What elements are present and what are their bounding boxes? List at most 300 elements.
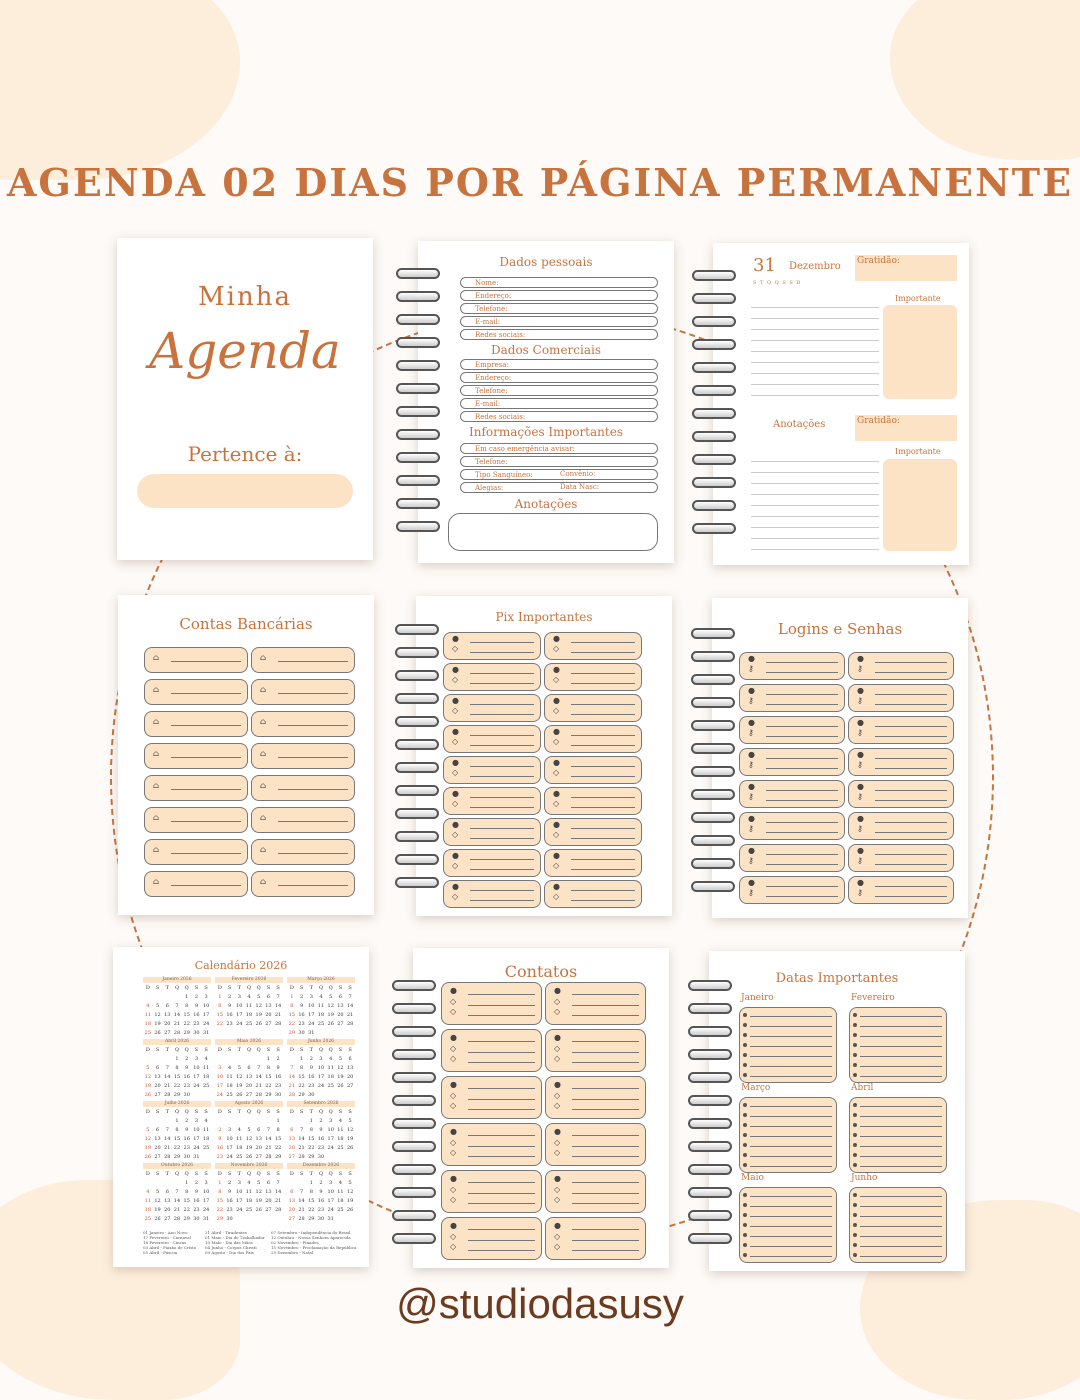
- bank-account-card[interactable]: [251, 711, 355, 737]
- calendar-day: 28: [274, 1207, 282, 1213]
- card-line: [571, 745, 635, 746]
- card-line: [278, 853, 348, 854]
- card-line: [571, 807, 635, 808]
- field-birth-label: Data Nasc:: [560, 483, 600, 491]
- bank-account-card[interactable]: [144, 647, 248, 673]
- pix-card[interactable]: [443, 694, 541, 722]
- login-card[interactable]: [848, 780, 954, 808]
- date-card[interactable]: [739, 1097, 837, 1173]
- calendar-day: 5: [348, 1118, 352, 1124]
- pix-card[interactable]: [443, 663, 541, 691]
- calendar-weekday: Q: [246, 1109, 252, 1115]
- calendar-day: 30: [308, 1092, 315, 1098]
- daily-page: [713, 243, 969, 565]
- spiral-ring: [691, 743, 735, 754]
- pix-card[interactable]: [544, 849, 642, 877]
- card-line: [171, 725, 241, 726]
- important-label: Importante: [895, 294, 941, 303]
- dates-title: Datas Importantes: [775, 971, 899, 986]
- contact-card[interactable]: [545, 1123, 646, 1166]
- field-emergency-phone[interactable]: Telefone:: [460, 456, 658, 467]
- card-line: [875, 864, 947, 865]
- login-card[interactable]: [848, 652, 954, 680]
- gratitude-label-2: Gratidão:: [857, 416, 900, 426]
- calendar-day: 9: [185, 1127, 189, 1133]
- bullet: [853, 1073, 857, 1077]
- login-card[interactable]: [739, 812, 845, 840]
- user-icon: ●: [554, 1033, 561, 1042]
- spiral-ring: [395, 762, 439, 773]
- date-card[interactable]: [739, 1187, 837, 1263]
- contact-card[interactable]: [545, 1076, 646, 1119]
- field-phone[interactable]: Telefone:: [460, 303, 658, 314]
- bank-account-card[interactable]: [251, 743, 355, 769]
- bank-account-card[interactable]: [251, 871, 355, 897]
- contact-card[interactable]: [441, 1217, 542, 1260]
- pix-card[interactable]: [443, 880, 541, 908]
- spiral-ring: [691, 628, 735, 639]
- calendar-day: 12: [236, 1074, 243, 1080]
- calendar-day: 10: [193, 1065, 200, 1071]
- date-card[interactable]: [849, 1097, 947, 1173]
- calendar-day: 2: [194, 994, 199, 1000]
- bank-account-card[interactable]: [251, 679, 355, 705]
- bank-account-card[interactable]: [144, 679, 248, 705]
- calendar-day: 27: [255, 1154, 262, 1160]
- calendar-day: 11: [236, 1136, 243, 1142]
- calendar-month-name: Novembro 2026: [215, 1163, 283, 1169]
- date-line: [750, 1046, 832, 1047]
- calendar-days: [215, 1047, 283, 1107]
- calendar-day: 22: [274, 1145, 282, 1151]
- calendar-weekday: S: [204, 985, 208, 991]
- calendar-day: 4: [204, 1056, 208, 1062]
- calendar-day: 21: [298, 1207, 305, 1213]
- bank-account-card[interactable]: [144, 775, 248, 801]
- calendar-day: 27: [245, 1092, 253, 1098]
- calendar-day: 21: [274, 1198, 282, 1204]
- field-insurance-label: Convênio:: [560, 470, 596, 478]
- bank-icon: ⌂: [153, 685, 160, 694]
- calendar-day: 20: [288, 1207, 296, 1213]
- calendar-day: 2: [194, 1180, 199, 1186]
- date-month-label: Janeiro: [741, 993, 774, 1003]
- calendar-day: 24: [317, 1083, 325, 1089]
- bank-icon: ⌂: [153, 781, 160, 790]
- calendar-day: 27: [265, 1207, 272, 1213]
- bank-account-card[interactable]: [144, 807, 248, 833]
- calendar-day: 19: [236, 1083, 243, 1089]
- calendar-day: 4: [146, 1189, 150, 1195]
- note-line: [751, 461, 879, 462]
- contact-card[interactable]: [545, 982, 646, 1025]
- calendar-day: 11: [144, 1198, 152, 1204]
- calendar-blank: [162, 1118, 172, 1124]
- field-company-address[interactable]: Endereço:: [460, 372, 658, 383]
- card-line: [766, 672, 838, 673]
- date-card[interactable]: [849, 1007, 947, 1083]
- bank-account-card[interactable]: [144, 839, 248, 865]
- bank-icon: ⌂: [260, 781, 267, 790]
- card-line: [278, 821, 348, 822]
- calendar-weekday: T: [165, 1047, 169, 1053]
- calendar-title: Calendário 2026: [194, 959, 288, 972]
- card-line: [468, 1088, 535, 1089]
- important-box-2[interactable]: [883, 459, 957, 551]
- login-card[interactable]: [739, 780, 845, 808]
- calendar-day: 28: [265, 1154, 272, 1160]
- calendar-day: 29: [183, 1216, 190, 1222]
- spiral-ring: [392, 1164, 436, 1175]
- user-icon: ●: [452, 696, 459, 705]
- date-line: [750, 1166, 832, 1167]
- date-month-label: Abril: [851, 1083, 874, 1093]
- calendar-day: 3: [329, 1118, 333, 1124]
- calendar-day: 14: [173, 1198, 181, 1204]
- spiral-ring: [396, 383, 440, 394]
- bank-title: Contas Bancárias: [179, 615, 313, 633]
- field-name[interactable]: Nome:: [460, 277, 658, 288]
- login-card[interactable]: [739, 748, 845, 776]
- calendar-day: 27: [154, 1154, 161, 1160]
- calendar-day: 21: [346, 1012, 354, 1018]
- calendar-day: 13: [164, 1198, 171, 1204]
- contact-card[interactable]: [441, 1029, 542, 1072]
- user-icon: ●: [748, 814, 755, 823]
- phone-icon: ◇: [554, 1091, 561, 1100]
- date-line: [860, 1256, 942, 1257]
- card-line: [572, 1240, 639, 1241]
- calendar-month-name: Maio 2026: [215, 1039, 283, 1045]
- date-card[interactable]: [739, 1007, 837, 1083]
- date-line: [750, 1056, 832, 1057]
- notes-box[interactable]: [448, 513, 658, 551]
- phone-icon: ◇: [450, 1054, 457, 1063]
- card-line: [470, 838, 534, 839]
- login-card[interactable]: [739, 652, 845, 680]
- calendar-day: 9: [185, 1065, 189, 1071]
- user-icon: ●: [452, 634, 459, 643]
- pix-icon: ◇: [553, 644, 560, 653]
- card-line: [470, 776, 534, 777]
- calendar-day: 2: [185, 1118, 189, 1124]
- pix-card[interactable]: [544, 756, 642, 784]
- calendar-day: 7: [175, 1003, 179, 1009]
- contact-card[interactable]: [441, 982, 542, 1025]
- calendar-month-name: Fevereiro 2026: [215, 977, 283, 983]
- pix-card[interactable]: [544, 725, 642, 753]
- calendar-day: 14: [346, 1003, 354, 1009]
- calendar-weekday: S: [348, 985, 352, 991]
- calendar-weekday: S: [338, 985, 343, 991]
- phone-icon: ◇: [554, 1054, 561, 1063]
- pix-card[interactable]: [443, 756, 541, 784]
- calendar-day: 30: [183, 1092, 190, 1098]
- contact-card[interactable]: [545, 1029, 646, 1072]
- date-month-label: Março: [741, 1083, 771, 1093]
- calendar-day: 11: [337, 1127, 344, 1133]
- bank-icon: ⌂: [260, 877, 267, 886]
- calendar-days: [287, 1109, 355, 1160]
- calendar-month-name: Janeiro 2026: [143, 977, 211, 983]
- field-company-social[interactable]: Redes sociais:: [460, 411, 658, 422]
- card-line: [572, 1099, 639, 1100]
- card-line: [470, 890, 534, 891]
- important-box[interactable]: [883, 305, 957, 399]
- card-line: [470, 869, 534, 870]
- bank-account-card[interactable]: [251, 647, 355, 673]
- calendar-day: 27: [154, 1092, 161, 1098]
- calendar-day: 14: [164, 1136, 171, 1142]
- spiral-binding: [392, 980, 438, 1252]
- bullet: [853, 1203, 857, 1207]
- bullet: [853, 1103, 857, 1107]
- card-line: [468, 1203, 535, 1204]
- bank-account-card[interactable]: [251, 807, 355, 833]
- card-line: [171, 693, 241, 694]
- login-card[interactable]: [848, 844, 954, 872]
- studio-handle[interactable]: @studiodasusy: [396, 1280, 684, 1327]
- field-company[interactable]: Empresa:: [460, 359, 658, 370]
- user-icon: ●: [553, 634, 560, 643]
- calendar-day: 19: [154, 1207, 161, 1213]
- card-line: [766, 790, 838, 791]
- calendar-day: 6: [266, 994, 271, 1000]
- calendar-day: 16: [317, 1198, 325, 1204]
- card-line: [571, 735, 635, 736]
- calendar-day: 28: [164, 1092, 171, 1098]
- user-icon: ●: [452, 851, 459, 860]
- field-emergency[interactable]: Em caso emergência avisar:: [460, 443, 658, 454]
- calendar-days: [287, 1047, 355, 1098]
- login-card[interactable]: [848, 812, 954, 840]
- calendar-weekday: Q: [256, 1109, 261, 1115]
- card-line: [470, 745, 534, 746]
- calendar-weekday: S: [266, 1047, 271, 1053]
- bank-account-card[interactable]: [144, 743, 248, 769]
- user-icon: ●: [554, 986, 561, 995]
- calendar-day: 4: [227, 1065, 232, 1071]
- bank-account-card[interactable]: [144, 711, 248, 737]
- pix-card[interactable]: [443, 818, 541, 846]
- calendar-blank: [143, 1056, 153, 1062]
- login-card[interactable]: [848, 876, 954, 904]
- gratitude-label: Gratidão:: [857, 256, 900, 266]
- spiral-ring: [396, 337, 440, 348]
- login-card[interactable]: [739, 684, 845, 712]
- calendar-weekday: S: [276, 1109, 280, 1115]
- bullet: [853, 1013, 857, 1017]
- pix-card[interactable]: [544, 632, 642, 660]
- calendar-day: 7: [348, 994, 352, 1000]
- login-card[interactable]: [848, 716, 954, 744]
- calendar-blank: [153, 994, 163, 1000]
- calendar-day: 17: [202, 1198, 210, 1204]
- calendar-weekday: Q: [174, 985, 180, 991]
- calendar-day: 22: [308, 1207, 315, 1213]
- bullet: [853, 1243, 857, 1247]
- calendar-weekday: S: [155, 1109, 160, 1115]
- calendar-blank: [287, 1118, 297, 1124]
- card-line: [171, 821, 241, 822]
- pix-page: [416, 596, 672, 916]
- calendar-days: [143, 1047, 211, 1098]
- spiral-ring: [392, 1210, 436, 1221]
- bullet: [853, 1233, 857, 1237]
- card-line: [875, 886, 947, 887]
- pix-card[interactable]: [544, 880, 642, 908]
- date-card[interactable]: [849, 1187, 947, 1263]
- daily-notes-label: Anotações: [773, 419, 826, 430]
- calendar-blank: [234, 1056, 244, 1062]
- calendar-day: 4: [204, 1118, 208, 1124]
- calendar-day: 24: [308, 1021, 315, 1027]
- bank-icon: ⌂: [153, 813, 160, 822]
- calendar-day: 30: [226, 1216, 233, 1222]
- pix-card[interactable]: [544, 663, 642, 691]
- date-month-label: Maio: [741, 1173, 764, 1183]
- calendar-day: 17: [226, 1145, 233, 1151]
- pix-card[interactable]: [544, 818, 642, 846]
- bullet: [853, 1163, 857, 1167]
- contacts-page: [413, 948, 669, 1268]
- field-social[interactable]: Redes sociais:: [460, 329, 658, 340]
- card-line: [572, 1005, 639, 1006]
- spiral-ring: [688, 1164, 732, 1175]
- calendar-month-name: Junho 2026: [287, 1039, 355, 1045]
- date-line: [860, 1116, 942, 1117]
- date-line: [750, 1136, 832, 1137]
- calendar-day: 20: [164, 1207, 171, 1213]
- calendar-weekday: S: [276, 1047, 280, 1053]
- calendar-month-name: Julho 2026: [143, 1101, 211, 1107]
- calendar-day: 7: [266, 1127, 271, 1133]
- calendar-blank: [297, 1180, 307, 1186]
- calendar-weekday: Q: [318, 1109, 324, 1115]
- calendar-day: 25: [245, 1207, 253, 1213]
- calendar-blank: [215, 1118, 225, 1124]
- spiral-binding: [396, 268, 442, 540]
- spiral-ring: [692, 523, 736, 534]
- calendar-day: 9: [309, 1065, 313, 1071]
- bank-account-card[interactable]: [251, 839, 355, 865]
- field-address[interactable]: Endereço:: [460, 290, 658, 301]
- phone-icon: ◇: [450, 1195, 457, 1204]
- bullet: [743, 1153, 747, 1157]
- bullet: [853, 1053, 857, 1057]
- login-card[interactable]: [739, 876, 845, 904]
- contact-card[interactable]: [441, 1076, 542, 1119]
- calendar-day: 11: [245, 1189, 253, 1195]
- calendar-day: 26: [346, 1145, 354, 1151]
- login-card[interactable]: [848, 684, 954, 712]
- date-line: [750, 1076, 832, 1077]
- calendar-day: 12: [245, 1136, 253, 1142]
- card-line: [278, 661, 348, 662]
- bullet: [743, 1013, 747, 1017]
- calendar-day: 23: [193, 1021, 200, 1027]
- date-line: [860, 1246, 942, 1247]
- pix-card[interactable]: [544, 694, 642, 722]
- login-card[interactable]: [739, 844, 845, 872]
- calendar-day: 16: [183, 1074, 190, 1080]
- spiral-ring: [692, 477, 736, 488]
- calendar-blank: [287, 1056, 297, 1062]
- pix-card[interactable]: [443, 849, 541, 877]
- contact-card[interactable]: [545, 1170, 646, 1213]
- field-allergies[interactable]: Alegias:: [460, 482, 658, 493]
- calendar-day: 28: [173, 1216, 181, 1222]
- spiral-ring: [396, 406, 440, 417]
- contact-card[interactable]: [441, 1170, 542, 1213]
- pix-card[interactable]: [443, 787, 541, 815]
- field-email[interactable]: E-mail:: [460, 316, 658, 327]
- calendar-day: 3: [329, 1180, 333, 1186]
- login-card[interactable]: [848, 748, 954, 776]
- bullet: [853, 1063, 857, 1067]
- user-icon: ●: [857, 814, 864, 823]
- calendar-day: 20: [245, 1083, 253, 1089]
- spiral-ring: [396, 314, 440, 325]
- calendar-month: [143, 1163, 211, 1221]
- contact-card[interactable]: [441, 1123, 542, 1166]
- contact-card[interactable]: [545, 1217, 646, 1260]
- calendar-day: 2: [227, 1180, 232, 1186]
- pix-card[interactable]: [544, 787, 642, 815]
- calendar-day: 23: [216, 1154, 224, 1160]
- calendar-day: 3: [218, 1065, 222, 1071]
- daily-month: Dezembro: [789, 261, 841, 272]
- field-company-email[interactable]: E-mail:: [460, 398, 658, 409]
- calendar-day: 10: [216, 1074, 224, 1080]
- field-blood-type[interactable]: Tipo Sanguíneo:: [460, 469, 658, 480]
- pix-card[interactable]: [443, 632, 541, 660]
- calendar-day: 6: [290, 1189, 294, 1195]
- calendar-day: 8: [309, 1189, 313, 1195]
- calendar-day: 25: [144, 1216, 152, 1222]
- calendar-day: 18: [327, 1074, 334, 1080]
- date-line: [860, 1226, 942, 1227]
- phone-icon: ◇: [554, 1195, 561, 1204]
- bank-icon: ⌂: [260, 685, 267, 694]
- calendar-day: 3: [237, 994, 241, 1000]
- bullet: [743, 1223, 747, 1227]
- field-company-phone[interactable]: Telefone:: [460, 385, 658, 396]
- calendar-day: 29: [173, 1154, 181, 1160]
- calendar-day: 8: [185, 1189, 189, 1195]
- calendar-day: 15: [298, 1074, 305, 1080]
- login-card[interactable]: [739, 716, 845, 744]
- card-line: [171, 885, 241, 886]
- calendar-day: 17: [216, 1083, 224, 1089]
- calendar-day: 3: [227, 1127, 232, 1133]
- bank-account-card[interactable]: [144, 871, 248, 897]
- card-line: [572, 1062, 639, 1063]
- calendar-page: [113, 947, 369, 1267]
- calendar-day: 24: [226, 1154, 233, 1160]
- spiral-ring: [395, 785, 439, 796]
- spiral-ring: [396, 268, 440, 279]
- pix-card[interactable]: [443, 725, 541, 753]
- spiral-ring: [396, 475, 440, 486]
- bullet: [743, 1033, 747, 1037]
- calendar-day: 6: [247, 1065, 251, 1071]
- bank-account-card[interactable]: [251, 775, 355, 801]
- calendar-day: 2: [319, 1180, 323, 1186]
- card-line: [468, 1229, 535, 1230]
- cover-name-field[interactable]: [137, 474, 353, 508]
- card-line: [875, 768, 947, 769]
